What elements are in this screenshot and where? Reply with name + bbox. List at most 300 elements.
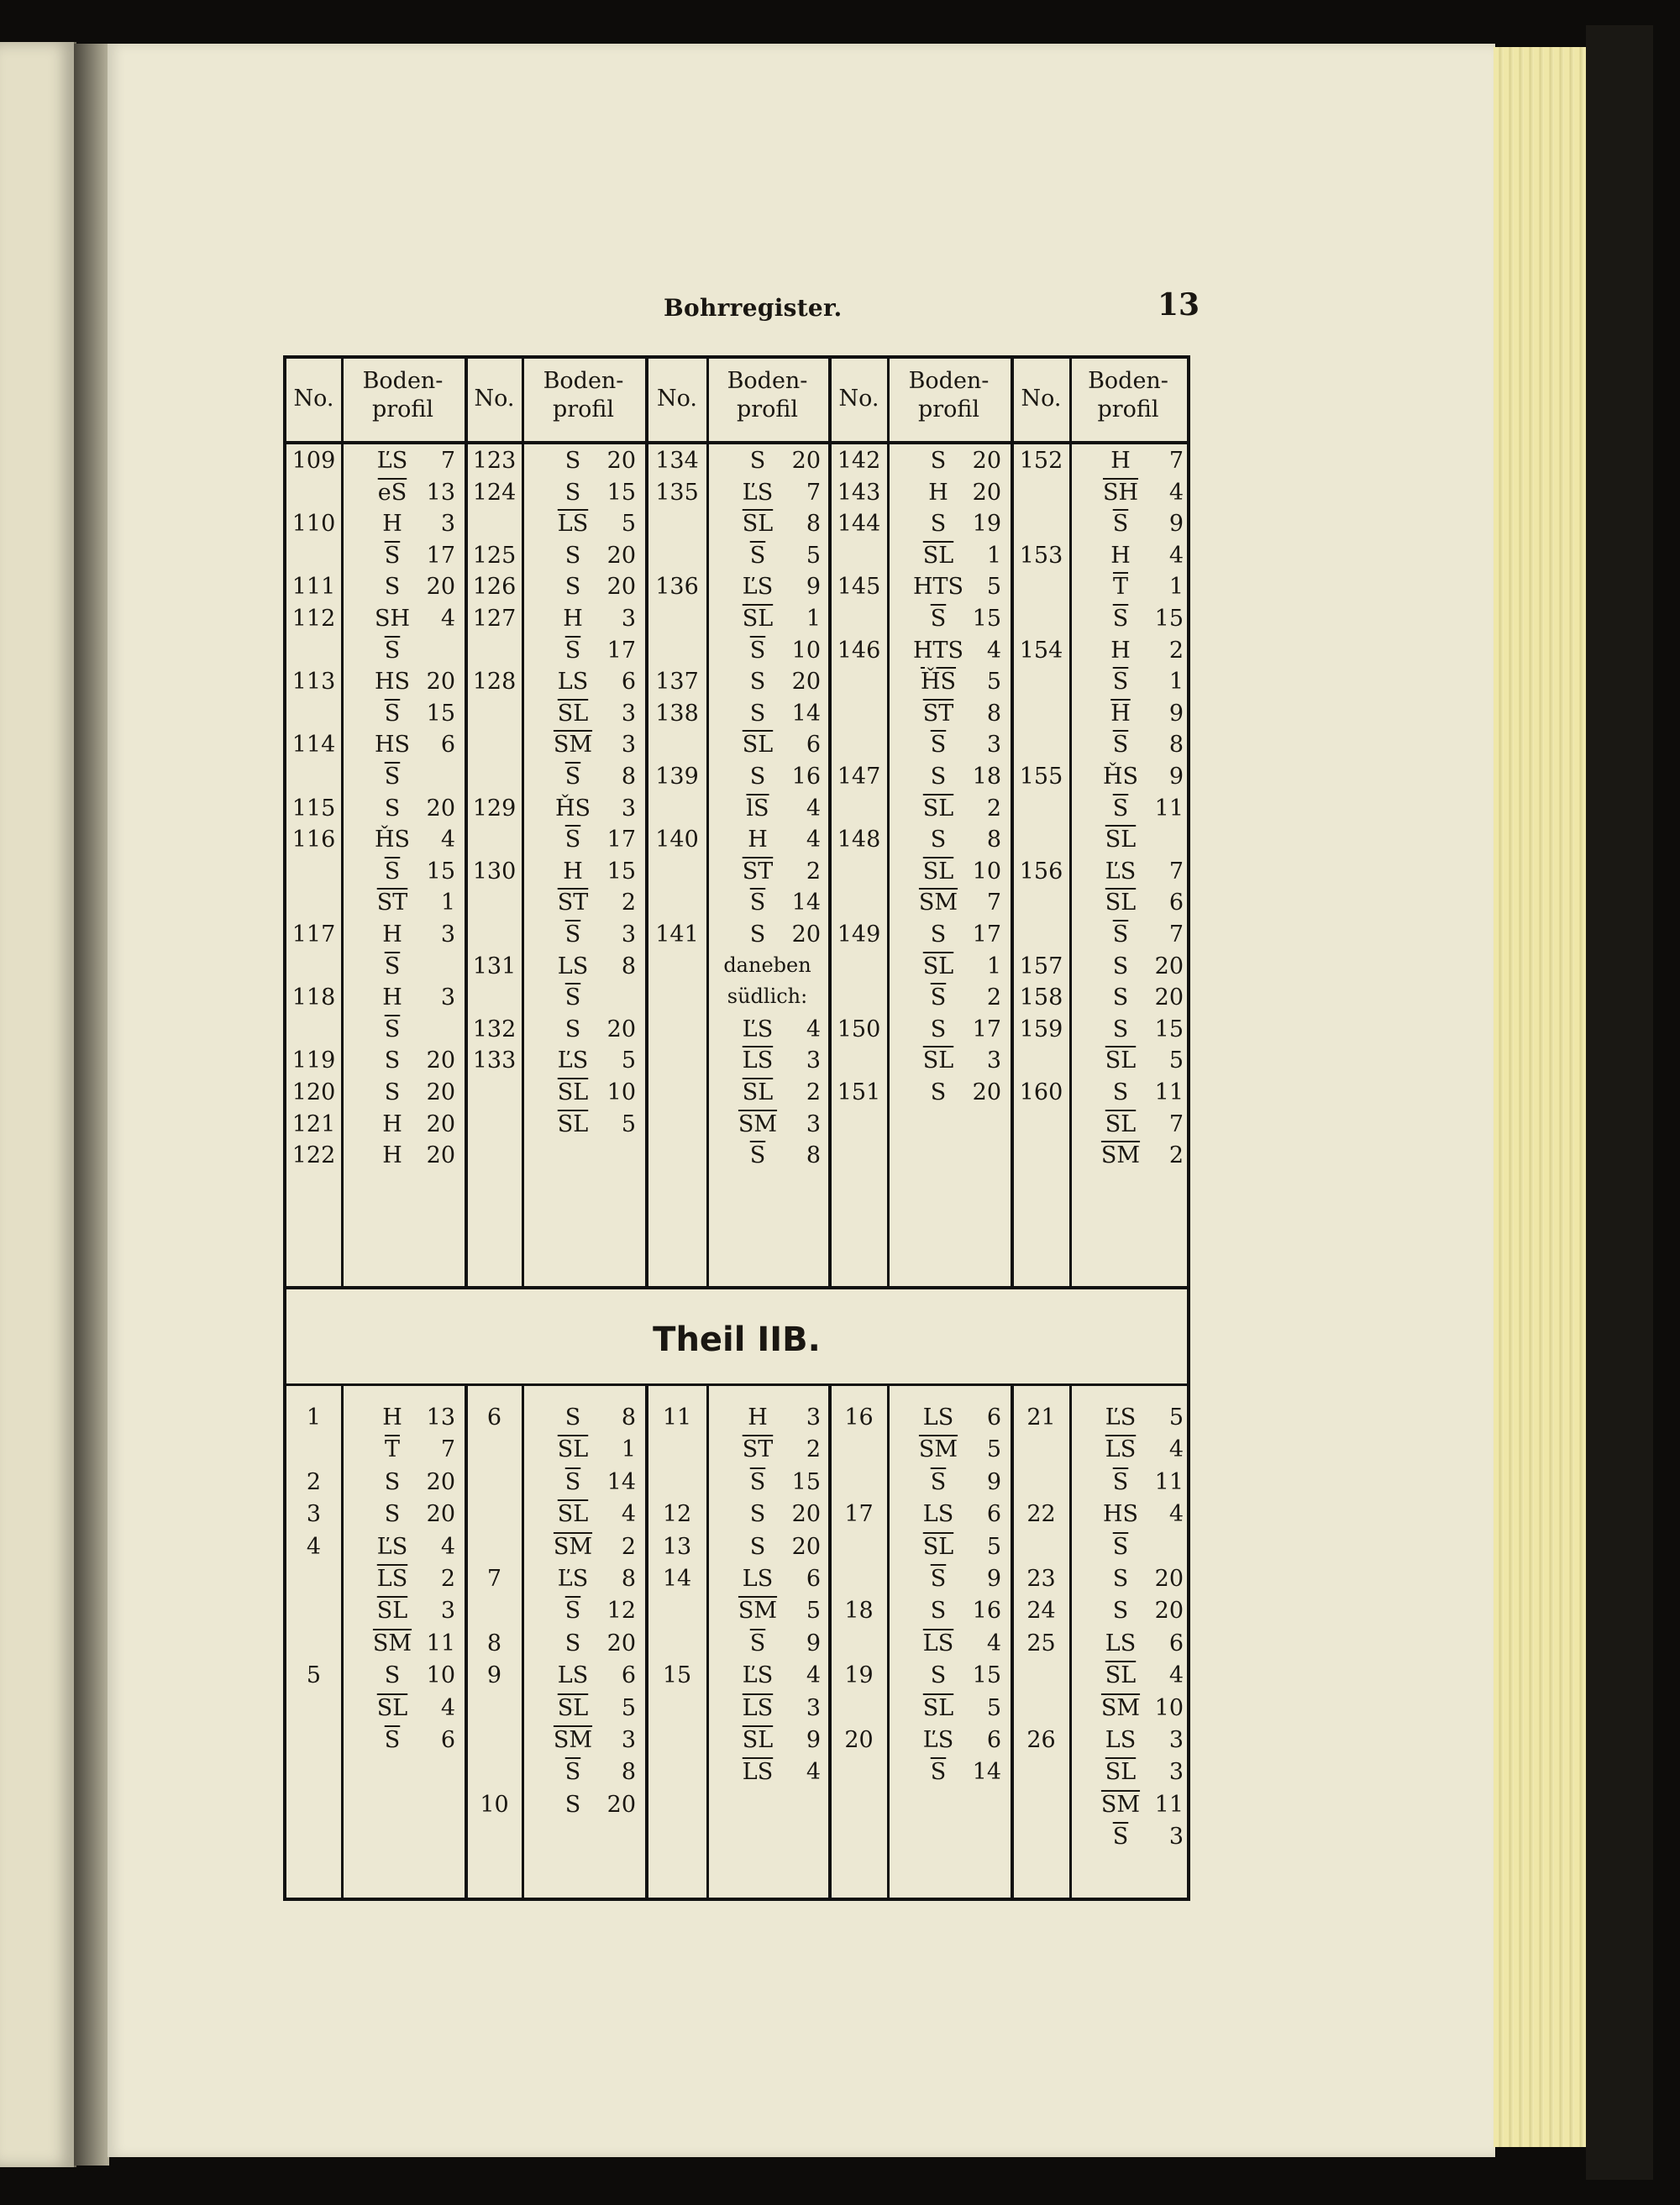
layer-depth: 1 bbox=[806, 606, 821, 632]
layer-depth: 20 bbox=[1154, 1566, 1184, 1592]
soil-symbol: S bbox=[1112, 1566, 1129, 1592]
layer-depth: 2 bbox=[440, 1566, 455, 1592]
soil-symbol: H bbox=[748, 827, 768, 853]
soil-symbol: H bbox=[382, 921, 402, 948]
soil-symbol: ȞS bbox=[1102, 764, 1139, 790]
layer-depth: 20 bbox=[426, 1110, 455, 1137]
soil-symbol: $\overline{SL}$ bbox=[922, 858, 954, 885]
layer-depth: 4 bbox=[440, 606, 455, 632]
soil-symbol: $\overline{H}$ bbox=[1110, 700, 1131, 727]
soil-layer bbox=[547, 511, 636, 537]
layer-depth: 8 bbox=[806, 1142, 821, 1169]
soil-symbol: ĽS bbox=[376, 1533, 408, 1560]
layer-depth: 7 bbox=[1168, 921, 1184, 948]
soil-layer bbox=[732, 701, 821, 727]
layer-depth: 20 bbox=[606, 542, 636, 569]
boring-number: 157 bbox=[1019, 953, 1063, 979]
soil-layer bbox=[547, 543, 636, 569]
layer-depth: 15 bbox=[972, 606, 1001, 632]
soil-layer bbox=[1095, 795, 1184, 822]
boring-number: 149 bbox=[837, 921, 881, 948]
column-header-profile bbox=[522, 367, 645, 424]
header-line: profil bbox=[552, 396, 615, 423]
soil-symbol: $\overline{S}$ bbox=[384, 1727, 401, 1753]
layer-depth: 3 bbox=[621, 606, 636, 632]
soil-layer bbox=[1095, 890, 1184, 916]
boring-number: 7 bbox=[486, 1566, 502, 1592]
soil-layer bbox=[366, 606, 455, 632]
soil-symbol: HTS bbox=[912, 637, 964, 664]
layer-depth: 4 bbox=[1168, 1436, 1184, 1463]
soil-layer bbox=[547, 1079, 636, 1105]
soil-symbol: ĽS bbox=[922, 1727, 954, 1753]
soil-symbol: H bbox=[382, 1142, 402, 1169]
soil-layer bbox=[732, 1566, 821, 1592]
soil-layer bbox=[366, 480, 455, 506]
column-divider bbox=[706, 359, 709, 1286]
layer-depth: 8 bbox=[986, 700, 1001, 727]
boring-number: 132 bbox=[472, 1016, 517, 1042]
boring-number: 140 bbox=[655, 827, 699, 853]
soil-symbol: $\overline{S}$ bbox=[1112, 669, 1129, 696]
boring-number: 137 bbox=[655, 669, 699, 696]
soil-symbol: ĽS bbox=[742, 1662, 774, 1689]
soil-layer bbox=[912, 858, 1001, 885]
layer-depth: 4 bbox=[986, 637, 1001, 664]
layer-depth: 20 bbox=[791, 669, 821, 696]
soil-symbol: $\overline{S}$ bbox=[564, 984, 581, 1011]
boring-number: 15 bbox=[662, 1662, 692, 1689]
soil-symbol: ĽS bbox=[742, 1016, 774, 1042]
soil-layer bbox=[732, 1404, 821, 1431]
layer-depth: 9 bbox=[986, 1566, 1001, 1592]
soil-layer bbox=[1095, 511, 1184, 537]
soil-layer bbox=[1095, 606, 1184, 632]
layer-depth: 5 bbox=[986, 669, 1001, 696]
layer-depth: 3 bbox=[621, 732, 636, 759]
soil-layer bbox=[732, 1662, 821, 1688]
soil-layer bbox=[547, 921, 636, 948]
boring-number: 143 bbox=[837, 479, 881, 506]
layer-depth: 20 bbox=[972, 448, 1001, 474]
soil-symbol: LS bbox=[557, 669, 589, 696]
layer-depth: 7 bbox=[986, 890, 1001, 916]
soil-layer bbox=[732, 890, 821, 916]
boring-number: 118 bbox=[291, 984, 336, 1011]
soil-layer bbox=[547, 1695, 636, 1721]
layer-depth: 5 bbox=[986, 1533, 1001, 1560]
soil-symbol: $\overline{S}$ bbox=[749, 1142, 766, 1169]
soil-layer bbox=[547, 1404, 636, 1431]
page-edges bbox=[1494, 47, 1588, 2147]
soil-layer bbox=[732, 1047, 821, 1074]
soil-symbol: S bbox=[1112, 984, 1129, 1011]
boring-number: 16 bbox=[844, 1404, 874, 1431]
layer-depth: 20 bbox=[1154, 953, 1184, 979]
soil-layer bbox=[912, 1630, 1001, 1656]
soil-symbol: H bbox=[1110, 637, 1131, 664]
boring-number: 123 bbox=[472, 448, 517, 474]
soil-layer bbox=[1095, 1501, 1184, 1527]
soil-symbol: LS bbox=[1105, 1727, 1137, 1753]
soil-layer bbox=[732, 1727, 821, 1753]
header-line: Boden- bbox=[543, 368, 624, 394]
layer-depth: 2 bbox=[986, 984, 1001, 1011]
soil-symbol: H bbox=[382, 984, 402, 1011]
layer-depth: 13 bbox=[426, 1404, 455, 1431]
soil-symbol: $\overline{SM}$ bbox=[1100, 1142, 1141, 1169]
soil-symbol: $\overline{LS}$ bbox=[742, 1694, 774, 1721]
soil-symbol: $\overline{SL}$ bbox=[742, 1079, 774, 1105]
boring-number: 111 bbox=[291, 574, 336, 601]
layer-depth: 4 bbox=[1168, 1662, 1184, 1689]
soil-symbol: $\overline{ST}$ bbox=[742, 1436, 774, 1463]
layer-depth: 8 bbox=[621, 1566, 636, 1592]
soil-symbol: HTS bbox=[912, 574, 964, 601]
soil-layer bbox=[732, 1111, 821, 1137]
soil-layer bbox=[912, 953, 1001, 979]
layer-depth: 4 bbox=[1168, 1501, 1184, 1528]
boring-number: 153 bbox=[1019, 542, 1063, 569]
layer-depth: 15 bbox=[1154, 606, 1184, 632]
column-divider bbox=[1069, 359, 1072, 1286]
soil-symbol: LS bbox=[922, 1404, 954, 1431]
soil-layer bbox=[732, 1759, 821, 1785]
boring-number: 3 bbox=[306, 1501, 322, 1528]
boring-number: 129 bbox=[472, 795, 517, 822]
soil-symbol: HS bbox=[1102, 1501, 1139, 1528]
running-head: Bohrregister. bbox=[664, 294, 843, 322]
layer-depth: 6 bbox=[806, 732, 821, 759]
soil-symbol: S bbox=[384, 1662, 401, 1689]
soil-layer bbox=[912, 1047, 1001, 1074]
boring-number: 159 bbox=[1019, 1016, 1063, 1042]
layer-depth: 9 bbox=[986, 1468, 1001, 1495]
layer-depth: 8 bbox=[621, 953, 636, 979]
soil-layer bbox=[1095, 701, 1184, 727]
soil-layer bbox=[366, 1111, 455, 1137]
soil-symbol: S bbox=[1112, 1016, 1129, 1042]
column-divider bbox=[341, 1383, 344, 1898]
boring-number: 9 bbox=[486, 1662, 502, 1689]
soil-layer bbox=[732, 1598, 821, 1624]
soil-symbol: S bbox=[749, 700, 766, 727]
layer-depth: 5 bbox=[1168, 1404, 1184, 1431]
boring-number: 141 bbox=[655, 921, 699, 948]
soil-symbol: $\overline{S}$ bbox=[1112, 732, 1129, 759]
soil-symbol: $\overline{S}$ bbox=[384, 764, 401, 790]
soil-layer bbox=[912, 669, 1001, 695]
soil-layer bbox=[366, 1727, 455, 1753]
soil-layer bbox=[912, 890, 1001, 916]
soil-symbol: S bbox=[564, 574, 581, 601]
soil-symbol: $\overline{SL}$ bbox=[1105, 1759, 1137, 1786]
layer-depth: 6 bbox=[1168, 890, 1184, 916]
soil-layer bbox=[912, 574, 1001, 600]
header-line: profil bbox=[1097, 396, 1159, 423]
soil-symbol: H bbox=[748, 1404, 768, 1431]
soil-layer bbox=[1095, 669, 1184, 695]
soil-layer bbox=[912, 1404, 1001, 1431]
soil-symbol: S bbox=[384, 795, 401, 822]
soil-layer bbox=[547, 1047, 636, 1074]
soil-symbol: $\overline{SL}$ bbox=[742, 511, 774, 538]
header-rule bbox=[286, 441, 1187, 444]
layer-depth: 14 bbox=[791, 890, 821, 916]
layer-depth: 17 bbox=[972, 921, 1001, 948]
soil-symbol: ȞS bbox=[374, 827, 411, 853]
boring-number: 150 bbox=[837, 1016, 881, 1042]
boring-number: 122 bbox=[291, 1142, 336, 1169]
layer-depth: 13 bbox=[426, 479, 455, 506]
layer-depth: 2 bbox=[806, 858, 821, 885]
column-header-no: No. bbox=[838, 386, 879, 412]
soil-layer bbox=[366, 732, 455, 758]
boring-number: 119 bbox=[291, 1047, 336, 1074]
layer-depth: 3 bbox=[1168, 1824, 1184, 1851]
boring-number: 112 bbox=[291, 606, 336, 632]
layer-depth: 9 bbox=[1168, 511, 1184, 538]
layer-depth: 11 bbox=[426, 1630, 455, 1656]
boring-number: 26 bbox=[1026, 1727, 1056, 1753]
soil-symbol: $\overline{S}$ bbox=[384, 700, 401, 727]
layer-depth: 1 bbox=[986, 542, 1001, 569]
soil-layer bbox=[912, 511, 1001, 537]
soil-layer bbox=[547, 1111, 636, 1137]
soil-symbol: $\overline{S}$ bbox=[1112, 921, 1129, 948]
soil-symbol: LS bbox=[557, 953, 589, 979]
soil-symbol: H bbox=[382, 1404, 402, 1431]
layer-depth: 3 bbox=[440, 984, 455, 1011]
soil-symbol: S bbox=[564, 1404, 581, 1431]
layer-depth: 4 bbox=[1168, 479, 1184, 506]
soil-layer bbox=[912, 1727, 1001, 1753]
layer-depth: 20 bbox=[972, 1079, 1001, 1105]
boring-number: 147 bbox=[837, 764, 881, 790]
layer-depth: 17 bbox=[972, 1016, 1001, 1042]
layer-depth: 20 bbox=[426, 1079, 455, 1105]
layer-depth: 20 bbox=[606, 1791, 636, 1818]
soil-layer bbox=[1095, 1111, 1184, 1137]
soil-layer bbox=[1095, 638, 1184, 664]
soil-layer bbox=[912, 764, 1001, 790]
section-rule-top bbox=[286, 1286, 1187, 1289]
soil-layer bbox=[732, 858, 821, 885]
boring-number: 4 bbox=[306, 1533, 322, 1560]
layer-depth: 3 bbox=[806, 1404, 821, 1431]
soil-layer bbox=[1095, 1404, 1184, 1431]
soil-layer bbox=[1095, 953, 1184, 979]
layer-depth: 7 bbox=[806, 479, 821, 506]
layer-depth: 8 bbox=[621, 1759, 636, 1786]
soil-symbol: HS bbox=[374, 732, 411, 759]
boring-number: 155 bbox=[1019, 764, 1063, 790]
boring-number: 139 bbox=[655, 764, 699, 790]
layer-depth: 9 bbox=[806, 1727, 821, 1753]
layer-depth: 15 bbox=[972, 1662, 1001, 1689]
header-line: profil bbox=[736, 396, 799, 423]
soil-symbol: $\overline{T}$ bbox=[1112, 574, 1128, 601]
soil-layer bbox=[912, 638, 1001, 664]
soil-layer bbox=[547, 1534, 636, 1560]
soil-symbol: S bbox=[384, 1047, 401, 1074]
soil-symbol: S bbox=[564, 448, 581, 474]
soil-layer bbox=[366, 1598, 455, 1624]
soil-symbol: $\overline{S}$ bbox=[930, 1759, 947, 1786]
soil-layer bbox=[1095, 1436, 1184, 1462]
soil-layer bbox=[1095, 574, 1184, 600]
soil-layer bbox=[912, 984, 1001, 1011]
soil-layer bbox=[547, 1630, 636, 1656]
soil-symbol: $\overline{eS}$ bbox=[377, 479, 407, 506]
layer-depth: 4 bbox=[440, 1533, 455, 1560]
layer-depth: 14 bbox=[606, 1468, 636, 1495]
soil-layer bbox=[912, 1436, 1001, 1462]
soil-symbol: $\overline{LS}$ bbox=[1105, 1436, 1137, 1463]
soil-symbol: $\overline{SL}$ bbox=[922, 1533, 954, 1560]
soil-layer bbox=[912, 1566, 1001, 1592]
soil-layer bbox=[547, 606, 636, 632]
boring-number: 8 bbox=[486, 1630, 502, 1656]
boring-number: 11 bbox=[662, 1404, 692, 1431]
soil-layer bbox=[1095, 1662, 1184, 1688]
soil-layer bbox=[713, 953, 822, 977]
soil-layer bbox=[912, 827, 1001, 853]
layer-depth: 4 bbox=[806, 1662, 821, 1689]
soil-symbol: $\overline{SM}$ bbox=[372, 1630, 412, 1656]
layer-depth: 6 bbox=[806, 1566, 821, 1592]
soil-symbol: $\overline{S}$ bbox=[749, 542, 766, 569]
layer-depth: 7 bbox=[440, 448, 455, 474]
soil-symbol: $\overline{S}$ bbox=[930, 1566, 947, 1592]
soil-layer bbox=[366, 1404, 455, 1431]
soil-symbol: $\overline{SL}$ bbox=[376, 1598, 408, 1625]
layer-depth: 14 bbox=[791, 700, 821, 727]
soil-layer bbox=[366, 953, 418, 979]
layer-depth: 9 bbox=[806, 1630, 821, 1656]
soil-layer bbox=[732, 511, 821, 537]
soil-symbol: $\overline{LS}$ bbox=[376, 1566, 408, 1592]
boring-number: 23 bbox=[1026, 1566, 1056, 1592]
soil-layer bbox=[732, 574, 821, 600]
layer-depth: 20 bbox=[426, 1142, 455, 1169]
boring-number: 13 bbox=[662, 1533, 692, 1560]
soil-symbol: S bbox=[930, 827, 947, 853]
soil-layer bbox=[366, 1534, 455, 1560]
soil-symbol: $\overline{S}$ bbox=[384, 953, 401, 979]
soil-symbol: S bbox=[930, 1662, 947, 1689]
soil-layer bbox=[1095, 1824, 1184, 1850]
layer-depth: 3 bbox=[1168, 1759, 1184, 1786]
soil-layer bbox=[732, 669, 821, 695]
soil-layer bbox=[547, 890, 636, 916]
layer-depth: 5 bbox=[621, 1047, 636, 1074]
soil-symbol: $\overline{SL}$ bbox=[1105, 1110, 1137, 1137]
soil-layer bbox=[366, 511, 455, 537]
soil-symbol: $\overline{S}$ bbox=[564, 921, 581, 948]
soil-layer bbox=[912, 1695, 1001, 1721]
boring-number: 121 bbox=[291, 1110, 336, 1137]
soil-layer bbox=[366, 890, 455, 916]
soil-layer bbox=[547, 1598, 636, 1624]
soil-layer bbox=[732, 1142, 821, 1168]
layer-depth: 20 bbox=[791, 1533, 821, 1560]
layer-depth: 2 bbox=[806, 1079, 821, 1105]
group-divider bbox=[465, 1383, 468, 1898]
soil-symbol: $\overline{SL}$ bbox=[557, 1694, 589, 1721]
header-line: profil bbox=[371, 396, 434, 423]
soil-symbol: LS bbox=[557, 1662, 589, 1689]
soil-symbol: $\overline{SH}$ bbox=[1102, 479, 1139, 506]
layer-depth: 20 bbox=[426, 574, 455, 601]
layer-depth: 20 bbox=[426, 795, 455, 822]
soil-symbol: $\overline{SM}$ bbox=[1100, 1791, 1141, 1818]
layer-depth: 1 bbox=[440, 890, 455, 916]
layer-depth: 9 bbox=[806, 574, 821, 601]
layer-depth: 10 bbox=[1154, 1694, 1184, 1721]
boring-number: 12 bbox=[662, 1501, 692, 1528]
boring-number: 14 bbox=[662, 1566, 692, 1592]
boring-number: 144 bbox=[837, 511, 881, 538]
soil-symbol: S bbox=[564, 1791, 581, 1818]
layer-depth: 10 bbox=[426, 1662, 455, 1689]
soil-layer bbox=[547, 1566, 636, 1592]
soil-layer bbox=[1095, 1079, 1184, 1105]
boring-number: 2 bbox=[306, 1468, 322, 1495]
soil-symbol: $\overline{ST}$ bbox=[922, 700, 954, 727]
soil-symbol: S bbox=[564, 1630, 581, 1656]
soil-symbol: $\overline{S}$ bbox=[1112, 606, 1129, 632]
soil-layer bbox=[547, 764, 636, 790]
soil-symbol: $\overline{SL}$ bbox=[922, 1694, 954, 1721]
layer-depth: 3 bbox=[621, 1727, 636, 1753]
boring-number: 114 bbox=[291, 732, 336, 759]
soil-layer bbox=[1095, 764, 1184, 790]
soil-layer bbox=[732, 543, 821, 569]
soil-layer bbox=[912, 1079, 1001, 1105]
column-header-no: No. bbox=[293, 386, 334, 412]
layer-depth: 11 bbox=[1154, 1468, 1184, 1495]
soil-symbol: S bbox=[564, 542, 581, 569]
boring-number: 110 bbox=[291, 511, 336, 538]
soil-layer bbox=[1095, 1016, 1184, 1042]
soil-symbol: $\overline{SL}$ bbox=[557, 1436, 589, 1463]
layer-depth: 4 bbox=[806, 1016, 821, 1042]
group-divider bbox=[1011, 1383, 1014, 1898]
soil-layer bbox=[732, 606, 821, 632]
column-header-profile bbox=[887, 367, 1011, 424]
layer-depth: 7 bbox=[1168, 448, 1184, 474]
boring-number: 19 bbox=[844, 1662, 874, 1689]
boring-number: 10 bbox=[480, 1791, 509, 1818]
soil-symbol: $\overline{SL}$ bbox=[1105, 827, 1137, 853]
soil-symbol: H bbox=[563, 858, 583, 885]
soil-symbol: S bbox=[930, 1598, 947, 1625]
soil-layer bbox=[912, 1534, 1001, 1560]
group-divider bbox=[828, 1383, 832, 1898]
column-divider bbox=[522, 359, 524, 1286]
soil-symbol: S bbox=[1112, 953, 1129, 979]
soil-symbol: S bbox=[930, 1016, 947, 1042]
column-divider bbox=[887, 1383, 890, 1898]
soil-symbol: S bbox=[564, 1016, 581, 1042]
soil-layer bbox=[912, 921, 1001, 948]
soil-symbol: $\overline{S}$ bbox=[930, 606, 947, 632]
soil-layer bbox=[366, 827, 455, 853]
soil-layer bbox=[547, 1436, 636, 1462]
soil-layer bbox=[1095, 827, 1147, 853]
soil-symbol: $\overline{T}$ bbox=[384, 1436, 400, 1463]
